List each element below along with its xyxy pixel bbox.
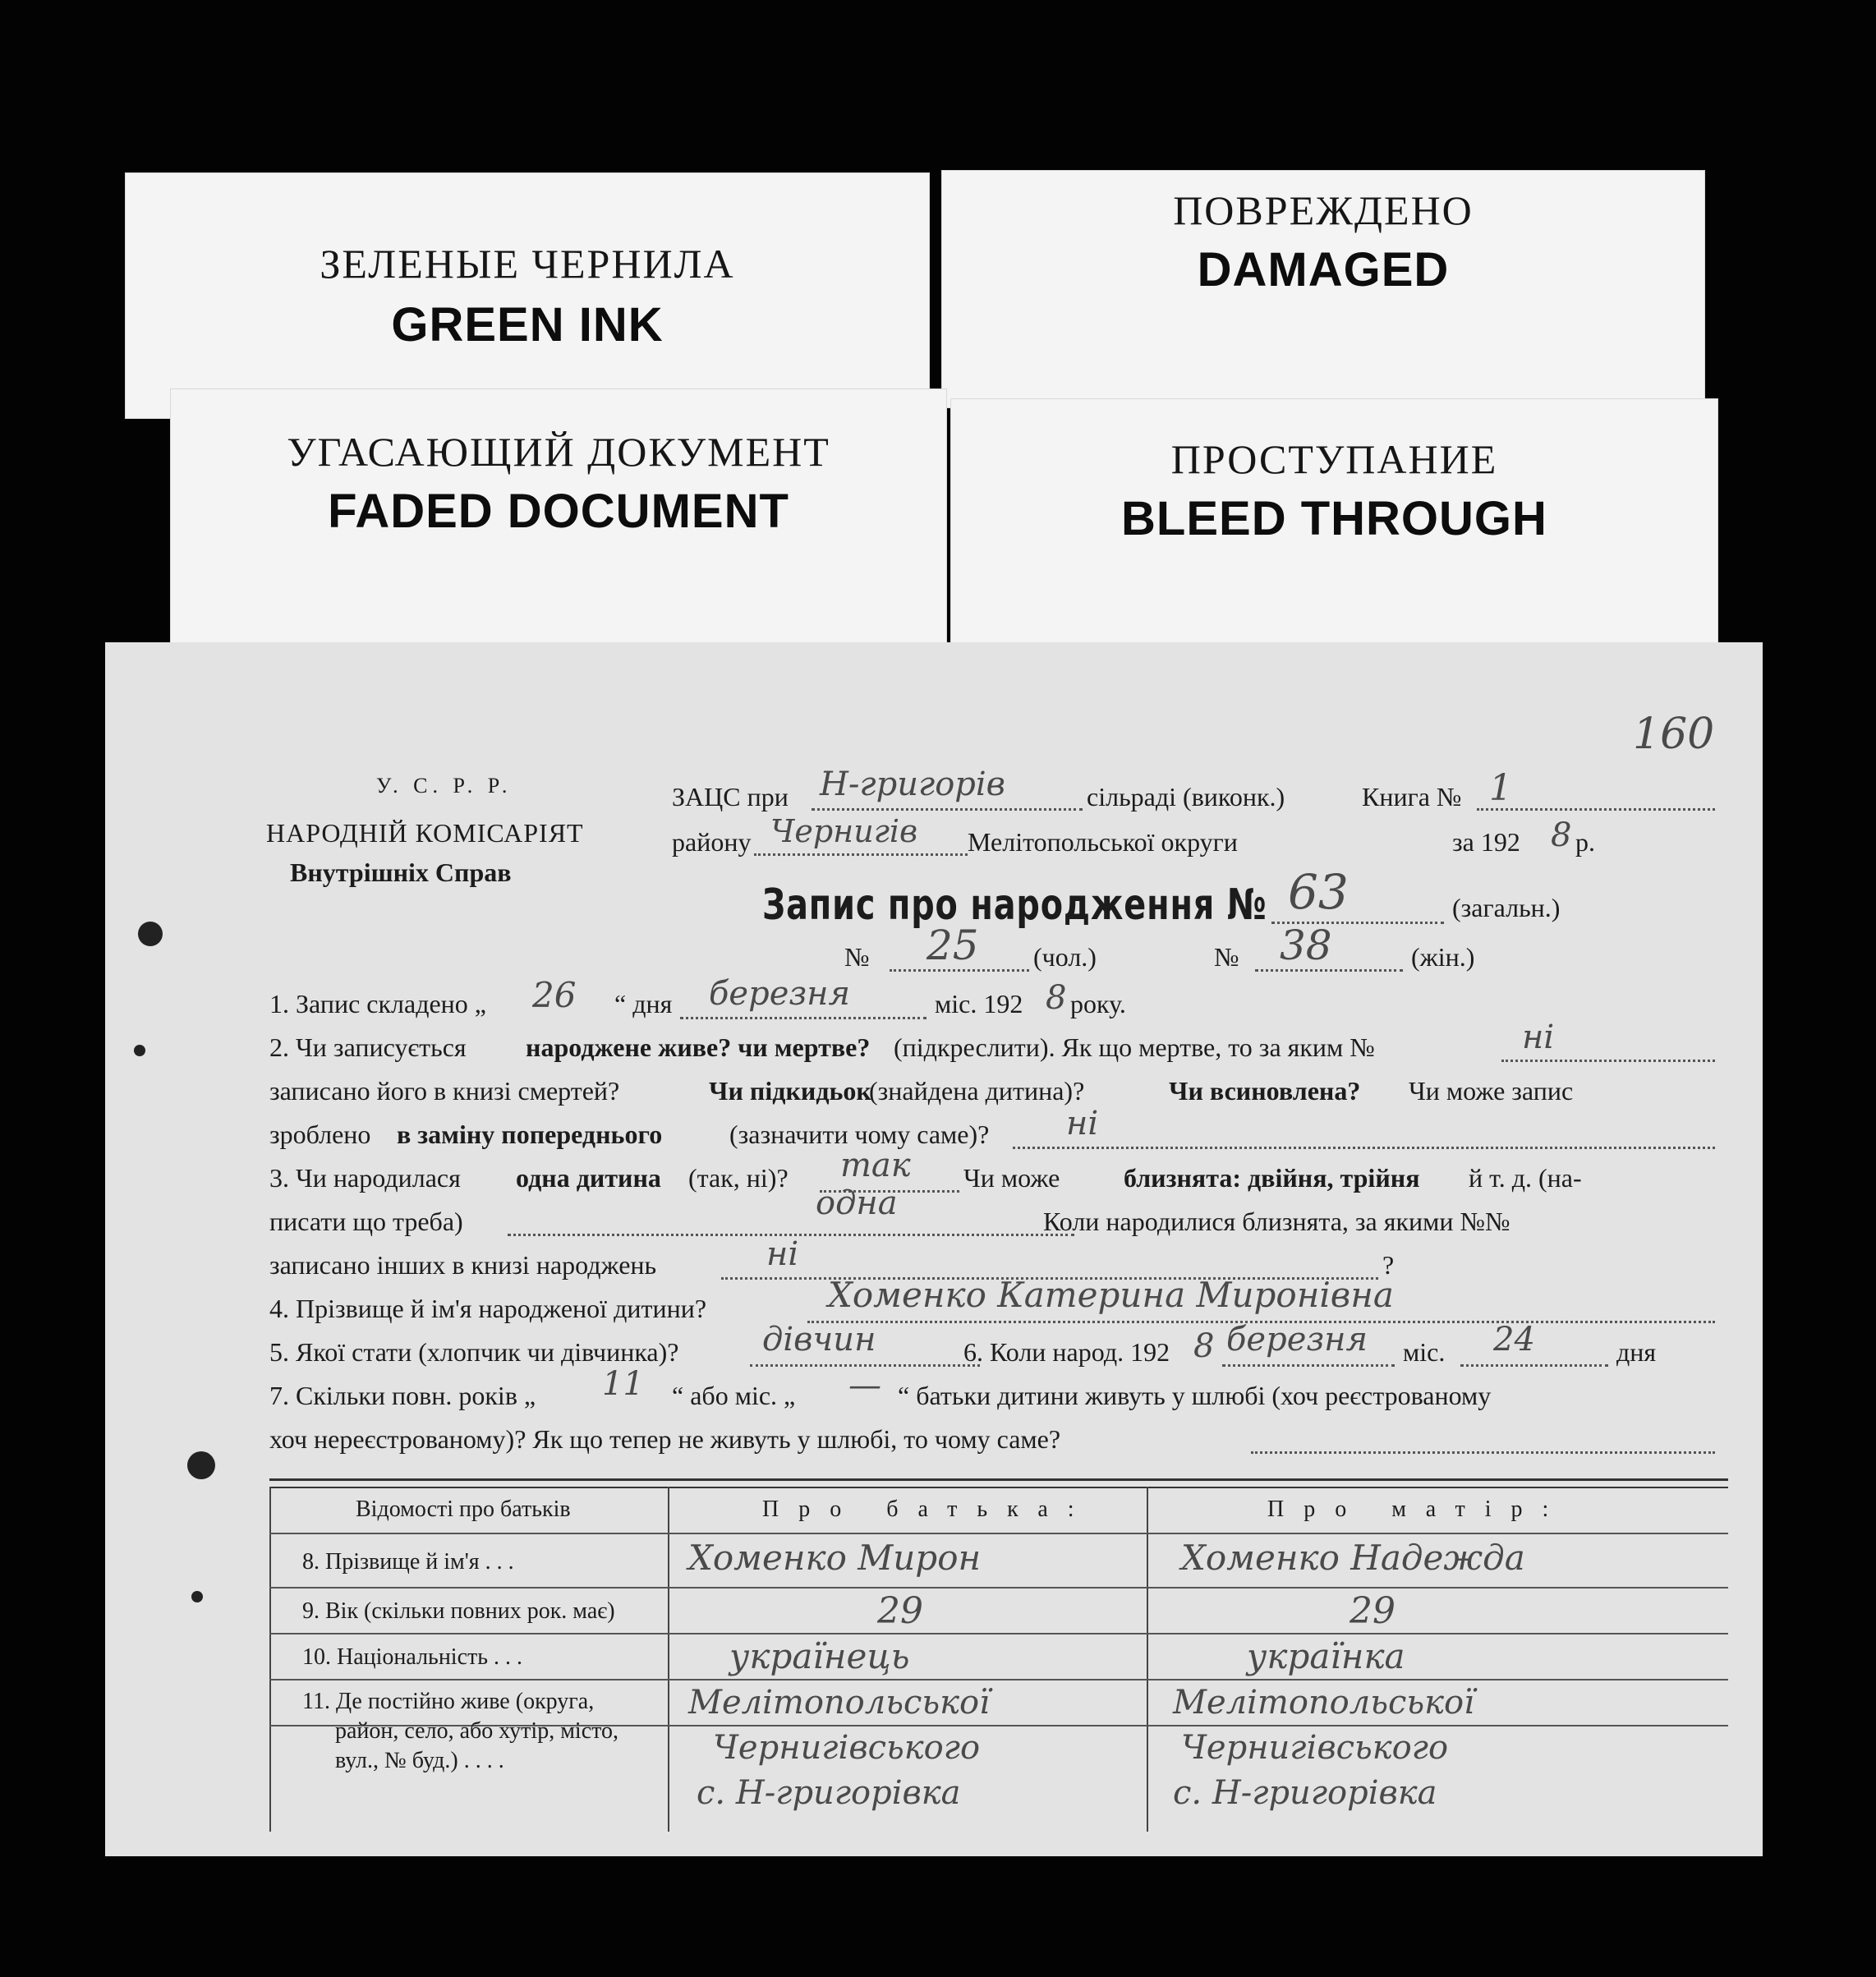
green-ink-flag-en: GREEN INK — [391, 298, 664, 352]
year-suffix: р. — [1575, 827, 1595, 857]
birth-month-line — [1222, 1364, 1395, 1367]
page-number: 160 — [1633, 710, 1715, 759]
mother-age: 29 — [1350, 1590, 1396, 1632]
item2-label-b: народжене живе? чи мертве? — [526, 1032, 871, 1062]
zags-label: ЗАЦС при — [672, 782, 789, 811]
item7-line2: хоч нереєстрованому)? Як що тепер не живуть у шлюбі, то чому саме? — [269, 1424, 1061, 1454]
child-name: Хоменко Катерина Миронівна — [828, 1275, 1394, 1315]
item7-label-c: “ батьки дитини живуть у шлюбі (хоч реєстрованому — [898, 1381, 1492, 1410]
item2-line2-c: (знайдена дитина)? — [869, 1076, 1085, 1106]
item2-line2-e: Чи може запис — [1409, 1076, 1574, 1106]
birth-day-line — [1460, 1364, 1608, 1367]
item3-line2-value: одна — [816, 1184, 898, 1222]
item2-label-a: 2. Чи записується — [269, 1032, 467, 1062]
table-col-divider — [668, 1487, 669, 1832]
damaged-flag-ru: ПОВРЕЖДЕНО — [1173, 187, 1474, 233]
year-value: 8 — [1551, 816, 1572, 854]
item2-line3-fill — [1013, 1147, 1715, 1149]
item3-line2-b: Коли народилися близнята, за якими №№ — [1043, 1207, 1510, 1236]
item3-label-d: Чи може — [963, 1163, 1060, 1193]
item2-death-no-line — [1501, 1060, 1715, 1062]
table-header-info: Відомості про батьків — [356, 1497, 571, 1522]
row-age-label: 9. Вік (скільки повних рок. має) — [302, 1598, 615, 1624]
item3-label-b: одна дитина — [516, 1163, 661, 1193]
item2-line3-a: зроблено — [269, 1120, 371, 1149]
mother-residence-3: с. Н-григорівка — [1173, 1774, 1437, 1812]
book-line — [1477, 808, 1715, 811]
father-residence-2: Чернигівського — [713, 1729, 981, 1767]
male-no-line — [890, 969, 1029, 972]
record-title — [762, 880, 1267, 930]
birth-year: 8 — [1193, 1327, 1215, 1365]
male-number: 25 — [927, 922, 979, 969]
bleed-flag-ru: ПРОСТУПАНИЕ — [1170, 436, 1498, 482]
row-name-label: 8. Прізвище й ім'я . . . — [302, 1549, 514, 1575]
female-label: (жін.) — [1411, 942, 1475, 972]
ussr-label: У. С. Р. Р. — [376, 774, 513, 798]
book-value: 1 — [1489, 767, 1512, 809]
record-title-label: Запис про народження № — [762, 880, 1267, 930]
item7-label-b: “ або міс. „ — [672, 1381, 796, 1410]
table-top-rule — [269, 1478, 1728, 1481]
table-row-divider — [269, 1679, 1728, 1680]
year-label: за 192 — [1452, 827, 1520, 857]
mother-residence-1: Мелітопольської — [1173, 1684, 1474, 1722]
row-nationality-label: 10. Національність . . . — [302, 1644, 523, 1670]
father-name: Хоменко Мирон — [688, 1538, 982, 1578]
male-no-symbol: № — [844, 942, 870, 972]
punch-hole — [191, 1591, 203, 1602]
damaged-flag — [941, 170, 1705, 408]
green-ink-flag-ru: ЗЕЛЕНЫЕ ЧЕРНИЛА — [320, 241, 735, 287]
item3-label-c: (так, ні)? — [688, 1163, 789, 1193]
item3-label-a: 3. Чи народилася — [269, 1163, 461, 1193]
district-line — [754, 853, 968, 856]
general-label: (загальн.) — [1452, 893, 1561, 922]
item3-label-e: близнята: двійня, трійня — [1124, 1163, 1420, 1193]
marriage-years: 11 — [602, 1365, 644, 1403]
birth-month: березня — [1226, 1321, 1368, 1359]
zags-value: Н-григорів — [820, 766, 1005, 803]
record-year: 8 — [1046, 979, 1067, 1017]
row-residence-label-2: район, село, або хутір, місто, — [335, 1718, 618, 1744]
item3-line2-a: писати що треба) — [269, 1207, 463, 1236]
item2-line3-c: (зазначити чому саме)? — [729, 1120, 990, 1149]
punch-hole — [138, 922, 163, 946]
item4-label: 4. Прізвище й ім'я народженої дитини? — [269, 1294, 707, 1323]
mother-name: Хоменко Надежда — [1181, 1538, 1525, 1578]
bleed-flag-en: BLEED THROUGH — [1121, 492, 1547, 545]
item3-one-child: так — [840, 1147, 911, 1184]
table-header-mother: Про матір: — [1267, 1497, 1569, 1522]
okrug-label: Мелітопольської округи — [968, 827, 1238, 857]
mother-residence-2: Чернигівського — [1181, 1729, 1449, 1767]
father-residence-3: с. Н-григорівка — [697, 1774, 961, 1812]
table-row-divider — [269, 1533, 1728, 1534]
faded-document-flag — [170, 389, 947, 660]
item2-label-c: (підкреслити). Як що мертве, то за яким № — [894, 1032, 1375, 1062]
mother-nationality: українка — [1247, 1636, 1405, 1676]
marriage-months: — — [848, 1367, 881, 1405]
green-ink-flag — [125, 172, 930, 419]
record-month: березня — [709, 975, 851, 1013]
row-residence-label-3: вул., № буд.) . . . . — [335, 1748, 504, 1773]
item1-label-c: міс. 192 — [935, 989, 1023, 1018]
item2-line2-a: записано його в книзі смертей? — [269, 1076, 620, 1106]
female-no-line — [1255, 969, 1403, 972]
council-label: сільраді (виконк.) — [1087, 782, 1285, 811]
father-age: 29 — [877, 1590, 923, 1632]
record-number: 63 — [1288, 864, 1349, 920]
book-label: Книга № — [1362, 782, 1462, 811]
damaged-flag-en: DAMAGED — [1197, 243, 1450, 297]
item2-line3-b: в заміну попереднього — [397, 1120, 663, 1149]
item1-label-d: року. — [1070, 989, 1126, 1018]
table-header-father: Про батька: — [762, 1497, 1094, 1522]
male-label: (чол.) — [1033, 942, 1097, 972]
zags-line — [812, 808, 1083, 811]
row-residence-label: 11. Де постійно живе (округа, — [302, 1689, 595, 1714]
birth-record-sheet — [105, 642, 1763, 1856]
bleed-through-flag — [950, 398, 1718, 660]
item2-line3-value: ні — [1066, 1105, 1099, 1143]
punch-hole — [134, 1045, 145, 1056]
birth-day: 24 — [1493, 1321, 1535, 1359]
item6-label-a: 6. Коли народ. 192 — [963, 1337, 1170, 1367]
item5-label: 5. Якої стати (хлопчик чи дівчинка)? — [269, 1337, 679, 1367]
commissariat-label: НАРОДНІЙ КОМІСАРІЯТ — [266, 818, 584, 848]
item2-line2-d: Чи всиновлена? — [1169, 1076, 1361, 1106]
item6-label-c: дня — [1616, 1337, 1657, 1367]
child-sex: дівчин — [762, 1321, 876, 1359]
table-top-rule-2 — [269, 1487, 1728, 1488]
faded-flag-en: FADED DOCUMENT — [328, 485, 789, 538]
item3-line3-b: ? — [1382, 1250, 1395, 1280]
item1-label-b: “ дня — [614, 989, 673, 1018]
female-no-symbol: № — [1214, 942, 1239, 972]
district-label: району — [672, 827, 752, 857]
punch-hole — [187, 1451, 215, 1479]
father-nationality: українець — [729, 1636, 910, 1676]
table-row-divider — [269, 1587, 1728, 1588]
table-row-divider — [269, 1633, 1728, 1634]
item3-line3-a: записано інших в книзі народжень — [269, 1250, 657, 1280]
record-day: 26 — [532, 975, 577, 1015]
item2-line2-b: Чи підкидьок — [709, 1076, 871, 1106]
item7-label-a: 7. Скільки повн. років „ — [269, 1381, 536, 1410]
record-month-line — [680, 1017, 927, 1019]
item2-death-no: ні — [1522, 1018, 1555, 1056]
item7-line2-fill — [1251, 1451, 1715, 1454]
father-residence-1: Мелітопольської — [688, 1684, 990, 1722]
table-col-divider — [1147, 1487, 1148, 1832]
item1-label-a: 1. Запис складено „ — [269, 989, 486, 1018]
faded-flag-ru: УГАСАЮЩИЙ ДОКУМЕНТ — [287, 429, 830, 475]
female-number: 38 — [1280, 922, 1332, 969]
item3-label-f: й т. д. (на- — [1469, 1163, 1582, 1193]
item3-line3-value: ні — [766, 1235, 799, 1273]
table-col-divider — [269, 1487, 271, 1832]
item6-label-b: міс. — [1403, 1337, 1446, 1367]
internal-affairs-label: Внутрішніх Справ — [290, 857, 512, 887]
district-value: Чернигів — [770, 813, 918, 849]
